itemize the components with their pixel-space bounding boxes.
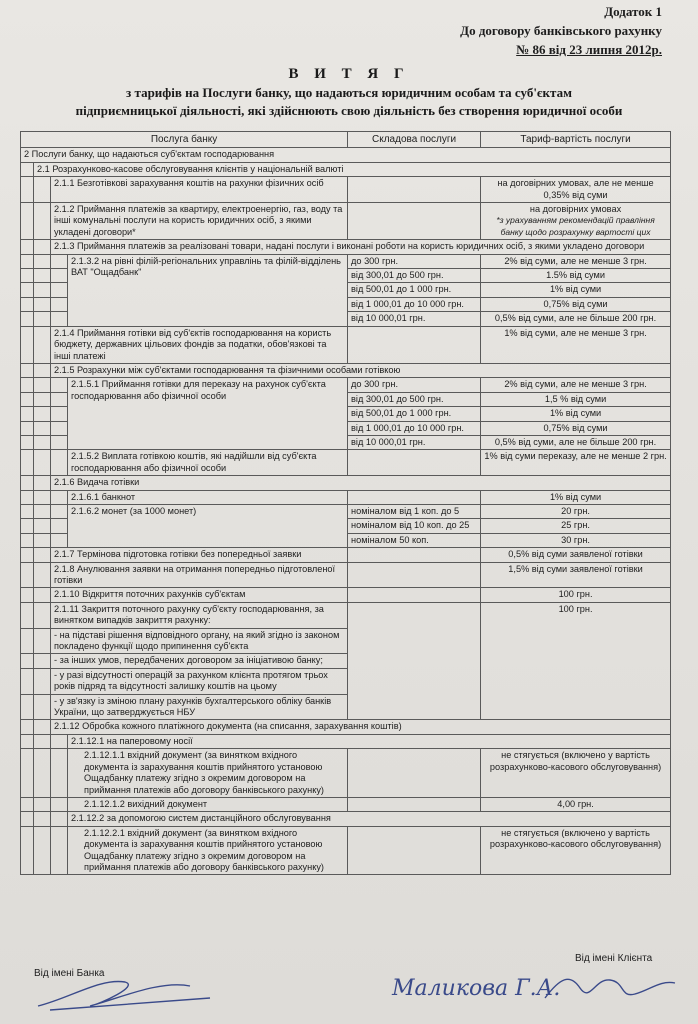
table-row [21,797,671,811]
table-row [21,720,671,734]
component-cell: від 10 000,01 грн. [348,312,481,326]
tariff-cell: не стягується (включено у вартість розрахунково-касового обслуговування) [481,749,671,798]
tariff-cell: 0,5% від суми, але не більше 200 грн. [481,435,671,449]
table-row [21,826,671,875]
tariff-cell: 1% від суми [481,490,671,504]
table-row [21,562,671,588]
row-label: - на підставі рішення відповідного органу, на який згідно із законом покладено функції щодо припинення суб'єкта [51,628,348,654]
table-row [21,254,671,268]
table-row [21,734,671,748]
table-row [21,490,671,504]
row-label: 2.1.12.2 за допомогою систем дистанційного обслуговування [68,812,671,826]
tariff-cell: 100 грн. [481,602,671,720]
client-signature-name: Маликова Г.А. [392,976,561,1001]
table-row [21,476,671,490]
row-label: 2.1.12.2.1 вхідний документ (за винятком вхідного документа із зарахування коштів прийнятого установою Ощадбанку платежу згідно з окремим договором на приймання платежів або договору банківського рахунку) [68,826,348,875]
table-row [21,177,671,203]
row-label: 2.1.11 Закриття поточного рахунку суб'єкту господарювання, за винятком випадків закриття рахунку: [51,602,348,628]
row-label: 2.1.8 Анулювання заявки на отримання попередньо підготовленої готівки [51,562,348,588]
table-row [21,602,671,628]
tariff-cell: 4,00 грн. [481,797,671,811]
component-cell: номіналом від 10 коп. до 25 [348,519,481,533]
table-row [21,378,671,392]
row-label: 2.1.6 Видача готівки [51,476,671,490]
tariff-cell: 0,5% від суми, але не більше 200 грн. [481,312,671,326]
component-cell: від 1 000,01 до 10 000 грн. [348,297,481,311]
table-row [21,450,671,476]
tariff-line: на договірних умовах [529,204,622,215]
bank-signature-label: Від імені Банка [34,968,105,979]
client-signature-scribble [540,968,680,1008]
column-header-component: Складова послуги [348,132,481,148]
row-label: 2.1.5.1 Приймання готівки для переказу на рахунок суб'єкта господарювання або фізичної особи [68,378,348,450]
row-label: 2.1.10 Відкриття поточних рахунків суб'єктам [51,588,348,602]
table-row [21,148,671,162]
document-subtitle [0,84,698,120]
appendix-contract-number: № 86 від 23 липня 2012р. [516,42,662,57]
tariff-table [20,131,671,875]
column-header-tariff: Тариф-вартість послуги [481,132,671,148]
row-label: 2.1.12.1 на паперовому носії [68,734,671,748]
appendix-contract: До договору банківського рахунку [460,23,662,38]
tariff-cell: 0,5% від суми заявленої готівки [481,548,671,562]
appendix-header [460,2,662,59]
tariff-cell [481,203,671,240]
table-row [21,162,671,176]
component-cell: номіналом від 1 коп. до 5 [348,504,481,518]
table-row [21,504,671,518]
tariff-note: *з урахуванням рекомендацій правління банку щодо розрахунку вартості цих [496,215,655,237]
table-row [21,363,671,377]
bank-signature-scribble [30,968,230,1016]
tariff-cell: 0,75% від суми [481,421,671,435]
component-cell: від 300,01 до 500 грн. [348,392,481,406]
row-label: 2.1.7 Термінова підготовка готівки без попередньої заявки [51,548,348,562]
tariff-cell: 1.5% від суми [481,269,671,283]
row-label: 2.1.1 Безготівкові зарахування коштів на рахунки фізичних осіб [51,177,348,203]
tariff-line: 0,35% від суми [543,189,608,200]
component-cell: номіналом 50 коп. [348,533,481,547]
component-cell: до 300 грн. [348,254,481,268]
component-cell: від 500,01 до 1 000 грн. [348,283,481,297]
table-row [21,588,671,602]
row-label: - у разі відсутності операцій за рахунком клієнта протягом трьох років підряд та відсутності залишку коштів на цьому [51,668,348,694]
row-label: - у зв'язку із зміною плану рахунків бухгалтерського обліку банків України, що затверджується НБУ [51,694,348,720]
tariff-cell: 1% від суми, але не менше 3 грн. [481,326,671,363]
document-title: В И Т Я Г [288,66,410,82]
tariff-cell: 0,75% від суми [481,297,671,311]
tariff-cell: 1,5 % від суми [481,392,671,406]
row-label: 2.1.3.2 на рівні філій-регіональних управлінь та філій-відділень ВАТ "Ощадбанк" [68,254,348,326]
row-label: 2.1.6.2 монет (за 1000 монет) [68,504,348,547]
row-label: 2 Послуги банку, що надаються суб'єктам господарювання [21,148,671,162]
row-label: - за інших умов, передбачених договором за ініціативою банку; [51,654,348,668]
row-label: 2.1 Розрахунково-касове обслуговування клієнтів у національній валюті [34,162,671,176]
tariff-line: на договірних умовах, але не менше [497,178,654,189]
tariff-cell: 100 грн. [481,588,671,602]
client-signature-label: Від імені Клієнта [575,953,653,964]
table-row [21,326,671,363]
tariff-cell: 1% від суми [481,283,671,297]
appendix-number: Додаток 1 [604,4,662,19]
subtitle-line-2: підприємницької діяльності, які здійснюють свою діяльність без створення юридичної особи [75,103,623,118]
row-label: 2.1.2 Приймання платежів за квартиру, електроенергію, газ, воду та інші комунальні послуги на користь юридичних осіб, з якими укладені договори* [51,203,348,240]
tariff-cell: 2% від суми, але не менше 3 грн. [481,378,671,392]
tariff-cell: 20 грн. [481,504,671,518]
tariff-cell: 25 грн. [481,519,671,533]
row-label: 2.1.5 Розрахунки між суб'єктами господарювання та фізичними особами готівкою [51,363,671,377]
component-cell: від 500,01 до 1 000 грн. [348,407,481,421]
table-row [21,812,671,826]
row-label: 2.1.6.1 банкнот [68,490,348,504]
row-label: 2.1.4 Приймання готівки від суб'єктів господарювання на користь бюджету, державних цільових фондів за податки, обов'язкові та інші платежі [51,326,348,363]
row-label: 2.1.12.1.2 вихідний документ [68,797,348,811]
tariff-cell: 2% від суми, але не менше 3 грн. [481,254,671,268]
tariff-cell [481,177,671,203]
component-cell: від 1 000,01 до 10 000 грн. [348,421,481,435]
row-label: 2.1.3 Приймання платежів за реалізовані товари, надані послуги і виконані роботи на користь юридичних осіб, з якими укладено договори [51,240,671,254]
component-cell: до 300 грн. [348,378,481,392]
table-header-row [21,132,671,148]
row-label: 2.1.12 Обробка кожного платіжного документа (на списання, зарахування коштів) [51,720,671,734]
tariff-cell: не стягується (включено у вартість розрахунково-касового обслуговування) [481,826,671,875]
tariff-cell: 1,5% від суми заявленої готівки [481,562,671,588]
row-label: 2.1.5.2 Виплата готівкою коштів, які надійшли від суб'єкта господарювання або фізичної особи [68,450,348,476]
table-row [21,240,671,254]
row-label: 2.1.12.1.1 вхідний документ (за винятком вхідного документа із зарахування коштів прийнятого установою Ощадбанку платежу згідно з окремим договором на приймання платежів або договору банківського рахунку) [68,749,348,798]
tariff-cell: 1% від суми переказу, але не менше 2 грн. [481,450,671,476]
tariff-cell: 1% від суми [481,407,671,421]
component-cell: від 300,01 до 500 грн. [348,269,481,283]
column-header-service: Послуга банку [21,132,348,148]
table-row [21,749,671,798]
table-row [21,203,671,240]
tariff-cell: 30 грн. [481,533,671,547]
subtitle-line-1: з тарифів на Послуги банку, що надаються юридичним особам та суб'єктам [126,85,572,100]
component-cell: від 10 000,01 грн. [348,435,481,449]
table-row [21,548,671,562]
